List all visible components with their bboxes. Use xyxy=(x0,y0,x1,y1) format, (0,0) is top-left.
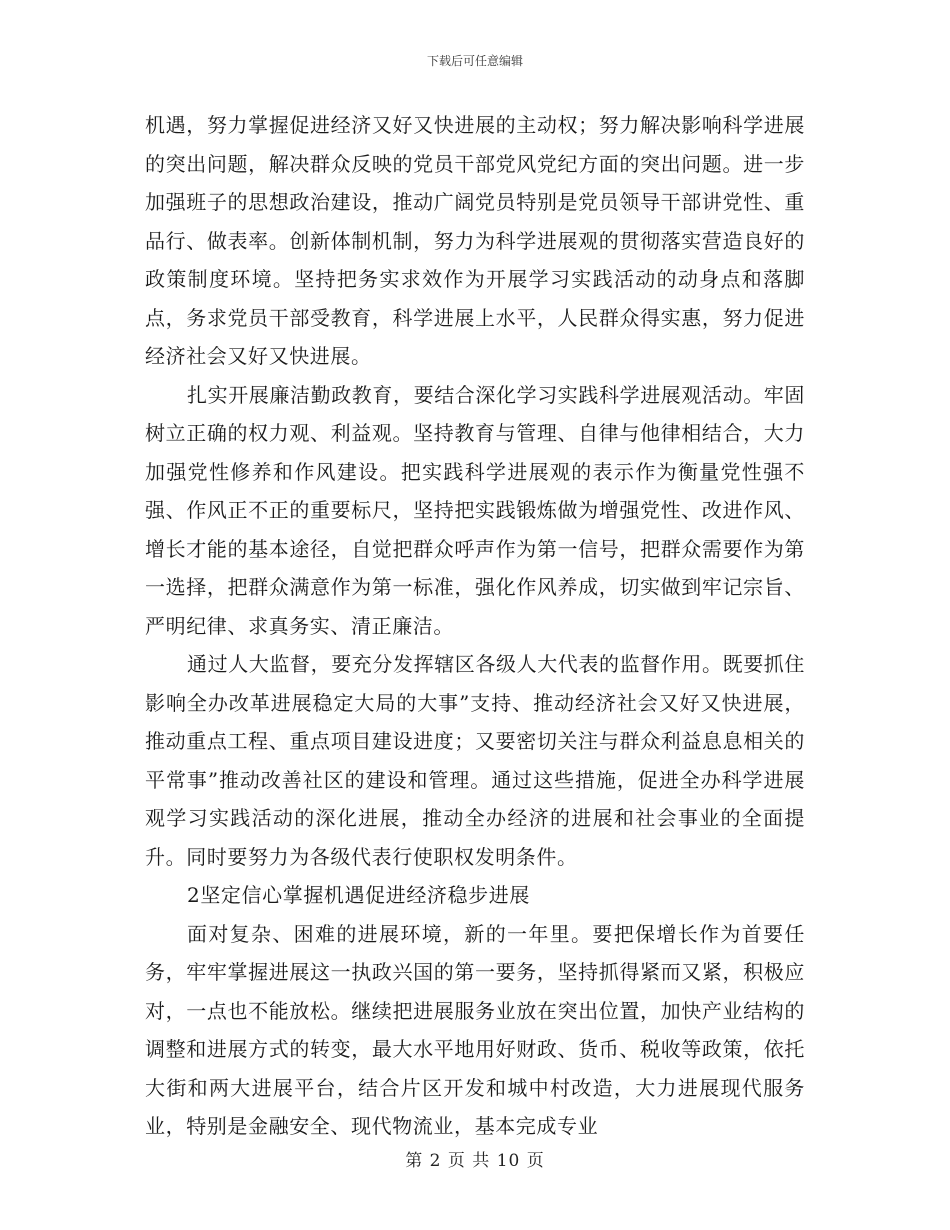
header-note: 下载后可任意编辑 xyxy=(426,54,523,68)
paragraph-npc-supervision: 通过人大监督，要充分发挥辖区各级人大代表的监督作用。既要抓住影响全办改革进展稳定大局的大事”支持、推动经济社会又好又快进展，推动重点工程、重点项目建设进度；又要密切关注与群众利益息息相关的平常事”推动改善社区的建设和管理。通过这些措施，促进全办科学进展观学习实践活动的深化进展，推动全办经济的进展和社会事业的全面提升。同时要努力为各级代表行使职权发明条件。 xyxy=(145,652,805,869)
page-number: 第 2 页 共 10 页 xyxy=(405,1151,545,1171)
paragraph-continuation: 机遇，努力掌握促进经济又好又快进展的主动权；努力解决影响科学进展的突出问题，解决群众反映的党员干部党风党纪方面的突出问题。进一步加强班子的思想政治建设，推动广阔党员特别是党员领导干部讲党性、重品行、做表率。创新体制机制，努力为科学进展观的贯彻落实营造良好的政策制度环境。坚持把务实求效作为开展学习实践活动的动身点和落脚点，务求党员干部受教育，科学进展上水平，人民群众得实惠，努力促进经济社会又好又快进展。 xyxy=(145,113,805,368)
paragraph-integrity-education: 扎实开展廉洁勤政教育，要结合深化学习实践科学进展观活动。牢固树立正确的权力观、利益观。坚持教育与管理、自律与他律相结合，大力加强党性修养和作风建设。把实践科学进展观的表示作为衡量党性强不强、作风正不正的重要标尺，坚持把实践锻炼做为增强党性、改进作风、增长才能的基本途径，自觉把群众呼声作为第一信号，把群众需要作为第一选择，把群众满意作为第一标准，强化作风养成，切实做到牢记宗旨、严明纪律、求真务实、清正廉洁。 xyxy=(145,382,805,638)
paragraph-economic-development: 面对复杂、困难的进展环境，新的一年里。要把保增长作为首要任务，牢牢掌握进展这一执政兴国的第一要务，坚持抓得紧而又紧，积极应对，一点也不能放松。继续把进展服务业放在突出位置，加快产业结构的调整和进展方式的转变，最大水平地用好财政、货币、税收等政策，依托大街和两大进展平台，结合片区开发和城中村改造，大力进展现代服务业，特别是金融安全、现代物流业，基本完成专业 xyxy=(145,921,805,1138)
section-heading: 2坚定信心掌握机遇促进经济稳步进展 xyxy=(187,883,530,907)
document-body xyxy=(145,106,805,1146)
